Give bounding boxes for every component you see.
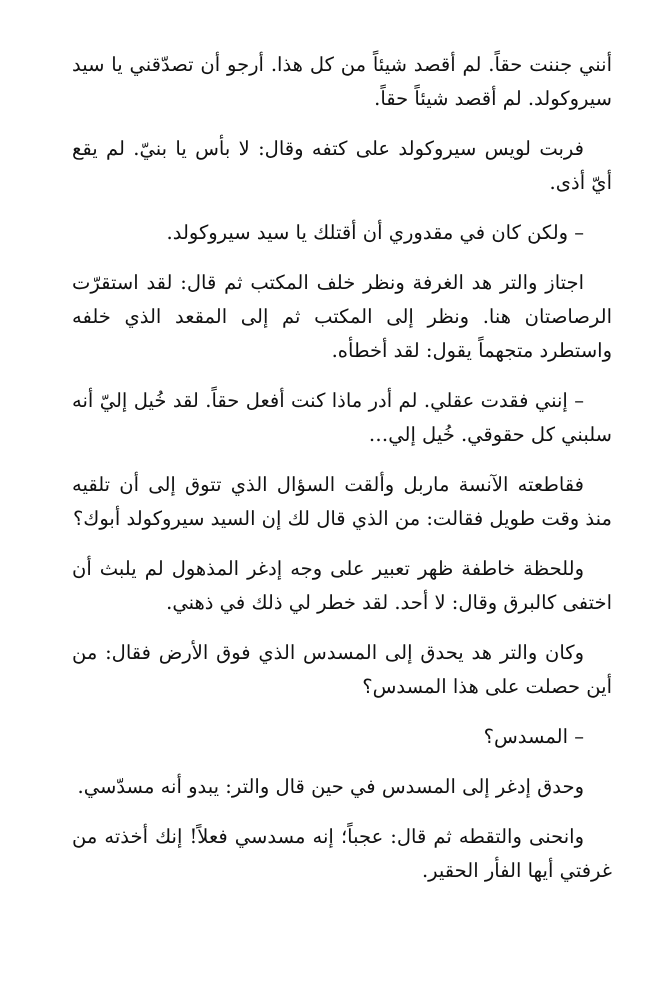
paragraph-11: وانحنى والتقطه ثم قال: عجباً؛ إنه مسدسي فعلاً! إنك أخذته من غرفتي أيها الفأر الحقير. <box>72 825 612 882</box>
paragraph-4: اجتاز والتر هد الغرفة ونظر خلف المكتب ثم قال: لقد استقرّت الرصاصتان هنا. ونظر إلى المكتب ثم إلى المقعد الذي خلفه واستطرد متجهماً يقول: لقد أخطأه. <box>72 271 612 362</box>
paragraph-7: وللحظة خاطفة ظهر تعبير على وجه إدغر المذهول لم يلبث أن اختفى كالبرق وقال: لا أحد. لقد خطر لي ذلك في ذهني. <box>72 557 612 614</box>
paragraph-8: وكان والتر هد يحدق إلى المسدس الذي فوق الأرض فقال: من أين حصلت على هذا المسدس؟ <box>72 641 612 698</box>
paragraph-9: – المسدس؟ <box>483 725 584 748</box>
paragraph-10: وحدق إدغر إلى المسدس في حين قال والتر: يبدو أنه مسدّسي. <box>77 775 584 798</box>
paragraph-5: – إنني فقدت عقلي. لم أدر ماذا كنت أفعل حقاً. لقد خُيل إليّ أنه سلبني كل حقوقي. خُيل إلي… <box>72 389 612 446</box>
paragraph-1: أنني جننت حقاً. لم أقصد شيئاً من كل هذا. أرجو أن تصدّقني يا سيد سيروكولد. لم أقصد شيئاً حقاً. <box>72 53 612 110</box>
paragraph-2: فربت لويس سيروكولد على كتفه وقال: لا بأس يا بنيّ. لم يقع أيّ أذى. <box>72 137 612 194</box>
paragraph-6: فقاطعته الآنسة ماربل وألقت السؤال الذي تتوق إلى أن تلقيه منذ وقت طويل فقالت: من الذي قال لك إن السيد سيروكولد أبوك؟ <box>72 473 612 530</box>
paragraph-3: – ولكن كان في مقدوري أن أقتلك يا سيد سيروكولد. <box>166 221 584 244</box>
document-page <box>72 48 612 904</box>
